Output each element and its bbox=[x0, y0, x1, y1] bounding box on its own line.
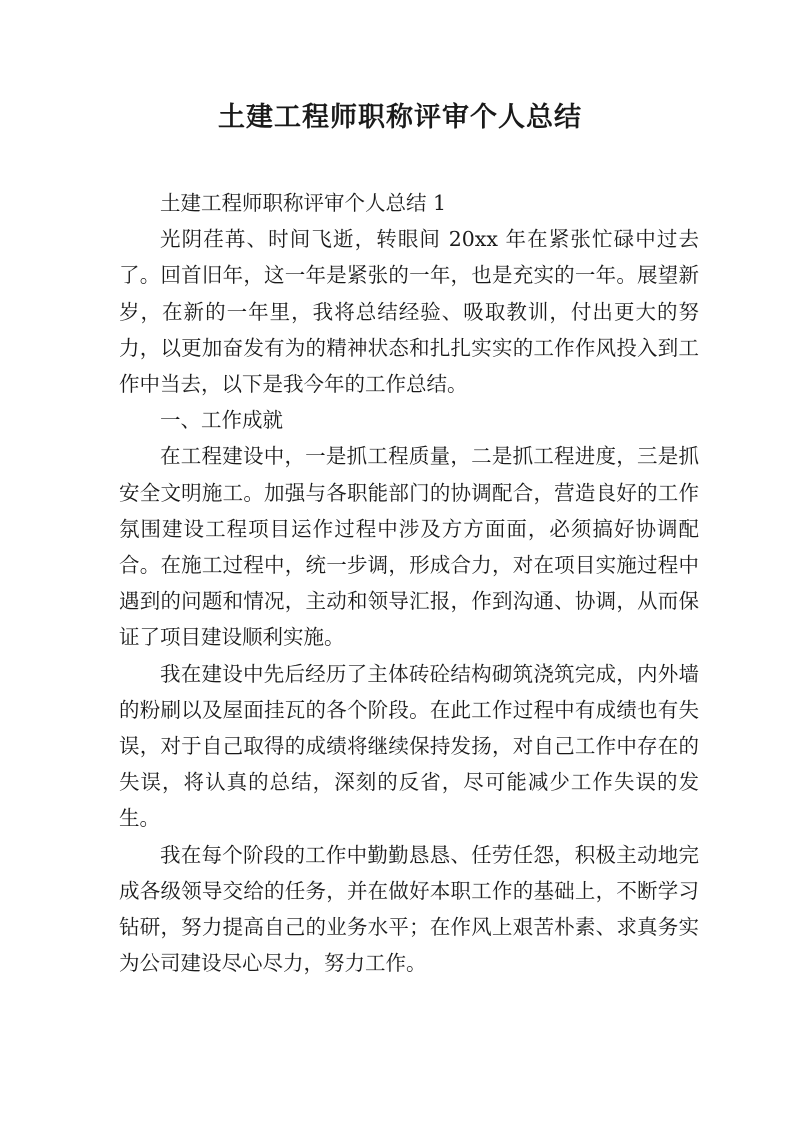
paragraph-attitude: 我在每个阶段的工作中勤勤恳恳、任劳任怨，积极主动地完成各级领导交给的任务，并在做好本职工作的基础上，不断学习钻研，努力提高自己的业务水平；在作风上艰苦朴素、求真务实为公司建设尽心尽力，努力工作。 bbox=[119, 842, 699, 976]
section-heading-achievements: 一、工作成就 bbox=[160, 408, 283, 433]
document-body bbox=[119, 185, 699, 981]
section-subtitle: 土建工程师职称评审个人总结 1 bbox=[160, 191, 447, 215]
paragraph-intro: 光阴荏苒、时间飞逝，转眼间 20xx 年在紧张忙碌中过去了。回首旧年，这一年是紧张的一年，也是充实的一年。展望新岁，在新的一年里，我将总结经验、吸取教训，付出更大的努力，以更加奋发有为的精神状态和扎扎实实的工作作风投入到工作中当去，以下是我今年的工作总结。 bbox=[119, 227, 699, 397]
document-title: 土建工程师职称评审个人总结 bbox=[218, 102, 582, 133]
paragraph-construction: 在工程建设中，一是抓工程质量，二是抓工程进度，三是抓安全文明施工。加强与各职能部门的协调配合，营造良好的工作氛围建设工程项目运作过程中涉及方方面面，必须搞好协调配合。在施工过程中，统一步调，形成合力，对在项目实施过程中遇到的问题和情况，主动和领导汇报，作到沟通、协调，从而保证了项目建设顺利实施。 bbox=[119, 444, 699, 650]
paragraph-experience: 我在建设中先后经历了主体砖砼结构砌筑浇筑完成，内外墙的粉刷以及屋面挂瓦的各个阶段。在此工作过程中有成绩也有失误，对于自己取得的成绩将继续保持发扬，对自己工作中存在的失误，将认真的总结，深刻的反省，尽可能减少工作失误的发生。 bbox=[119, 661, 699, 831]
